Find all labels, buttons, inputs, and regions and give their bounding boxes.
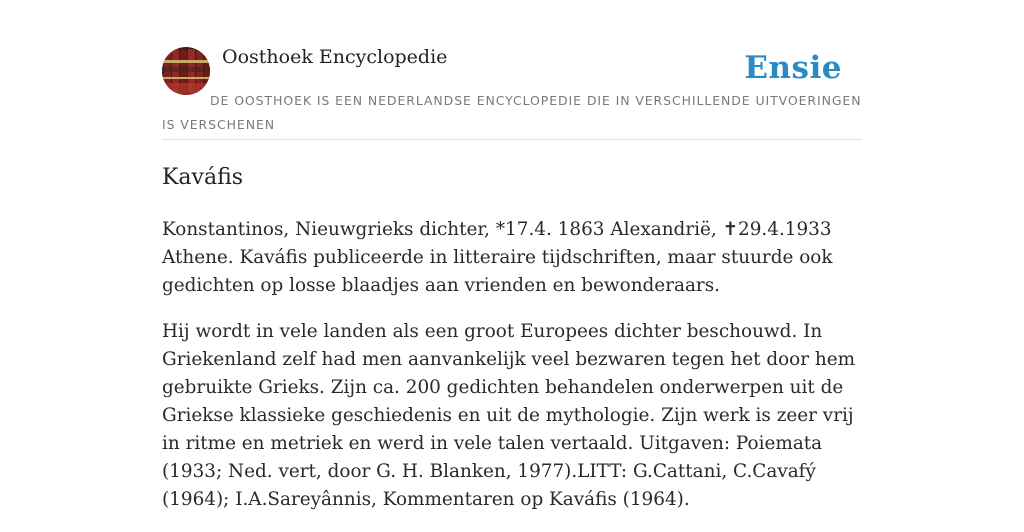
- ensie-logo[interactable]: Ensie: [744, 50, 842, 86]
- source-tagline: DE OOSTHOEK IS EEN NEDERLANDSE ENCYCLOPEDIE DIE IN VERSCHILLENDE UITVOERINGEN IS VERSCHENEN: [162, 93, 862, 132]
- entry-title: Kaváfis: [162, 165, 244, 190]
- entry-paragraph: Hij wordt in vele landen als een groot Europees dichter beschouwd. In Griekenland zelf had men aanvankelijk veel bezwaren tegen het door hem gebruikte Grieks. Zijn ca. 200 gedichten behandelen onderwerpen uit de Griekse klassieke geschiedenis en uit de mythologie. Zijn werk is zeer vrij in ritme en metriek en werd in vele talen vertaald. Uitgaven: Poiemata (1933; Ned. vert, door G. H. Blanken, 1977).LITT: G.Cattani, C.Cavafý (1964); I.A.Sareyânnis, Kommentaren op Kaváfis (1964).: [162, 321, 856, 510]
- source-avatar[interactable]: [162, 47, 210, 95]
- entry-body: [162, 216, 862, 532]
- source-title[interactable]: Oosthoek Encyclopedie: [222, 46, 448, 68]
- header-divider: [162, 139, 862, 140]
- entry-paragraph: Konstantinos, Nieuwgrieks dichter, *17.4. 1863 Alexandrië, ✝29.4.1933 Athene. Kaváfis publiceerde in litteraire tijdschriften, maar stuurde ook gedichten op losse blaadjes aan vrienden en bewonderaars.: [162, 219, 833, 296]
- encyclopedia-books-icon: [162, 47, 210, 95]
